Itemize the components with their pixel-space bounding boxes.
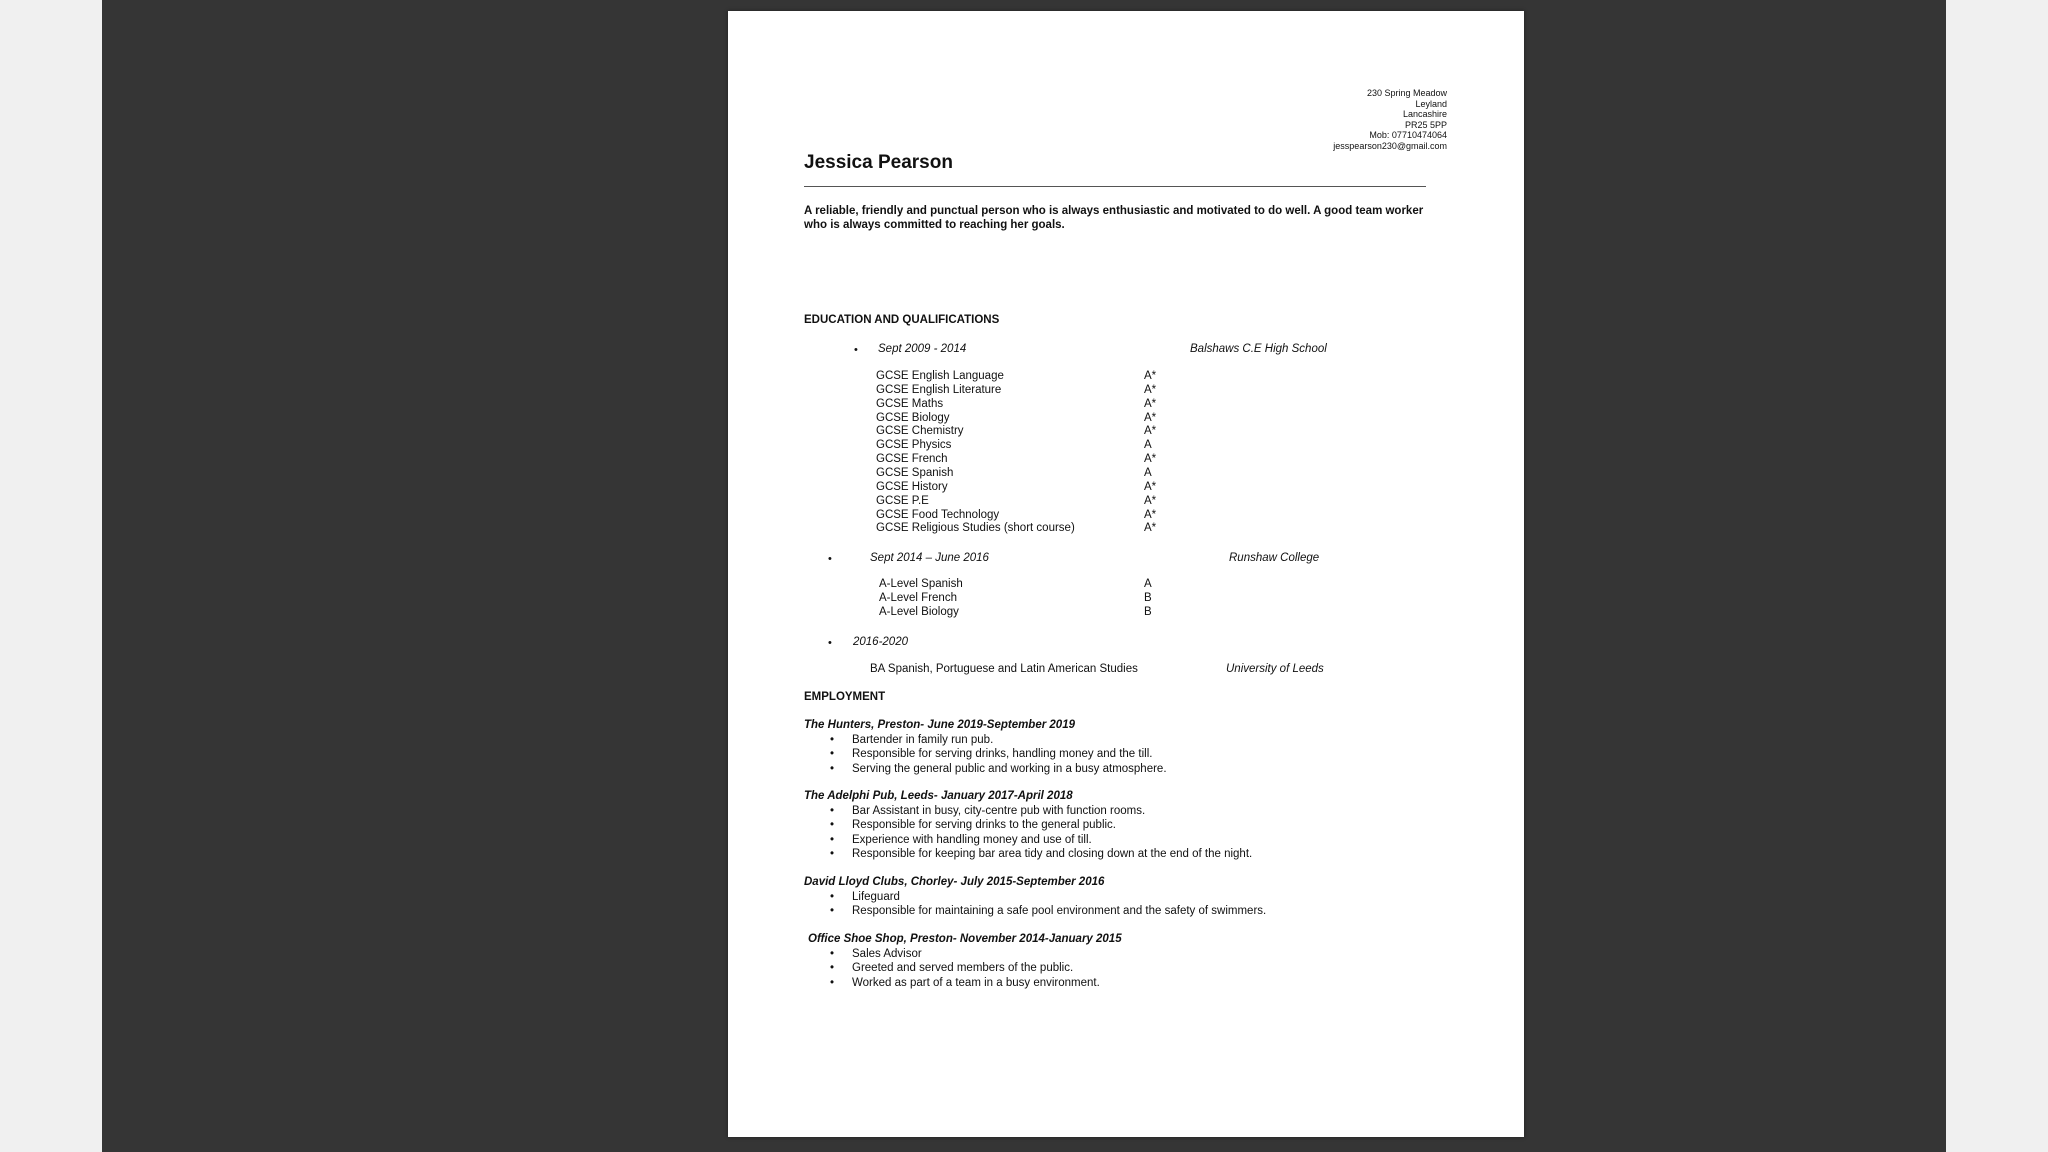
subject-grade: A* (1144, 397, 1157, 410)
subject-name: GCSE Food Technology (876, 508, 1000, 521)
subject-name: GCSE Physics (876, 439, 952, 452)
bullet: • (828, 637, 832, 649)
list-item (830, 961, 1100, 975)
education-heading: EDUCATION AND QUALIFICATIONS (804, 314, 1000, 326)
subject-name: GCSE Religious Studies (short course) (876, 522, 1075, 535)
subject-grade: A* (1144, 425, 1157, 438)
subject-grade: A* (1144, 522, 1157, 535)
job-duties (830, 804, 1253, 862)
subject-grade: A* (1144, 508, 1157, 521)
list-item (830, 747, 1167, 761)
subject-name: GCSE English Language (876, 370, 1004, 382)
subject-grade: A (1144, 578, 1152, 590)
duty-text: Worked as part of a team in a busy environment. (852, 976, 1100, 989)
subject-grade: B (1144, 591, 1152, 604)
bullet: • (830, 905, 835, 918)
bullet: • (830, 734, 835, 746)
bullet: • (830, 976, 835, 989)
duty-text: Serving the general public and working in a busy atmosphere. (852, 762, 1167, 775)
job-duties (830, 947, 1100, 990)
address-line: Leyland (1415, 98, 1447, 109)
subject-name: GCSE Spanish (876, 466, 954, 479)
duty-text: Responsible for maintaining a safe pool environment and the safety of swimmers. (852, 905, 1267, 918)
subject-name: A-Level French (879, 591, 957, 604)
university-name: University of Leeds (1226, 663, 1324, 675)
duty-text: Responsible for keeping bar area tidy and closing down at the end of the night. (852, 848, 1253, 861)
list-item (830, 833, 1252, 847)
school-dates: Sept 2009 - 2014 (878, 343, 967, 355)
duty-text: Responsible for serving drinks to the general public. (852, 819, 1117, 832)
subject-name: A-Level Spanish (879, 578, 963, 590)
list-item (830, 947, 1100, 961)
job-title: David Lloyd Clubs, Chorley- July 2015-September 2016 (804, 876, 1105, 888)
bullet: • (830, 891, 835, 903)
subject-grade: A* (1144, 480, 1157, 493)
duty-text: Bar Assistant in busy, city-centre pub with function rooms. (852, 805, 1146, 817)
email-address: jesspearson230@gmail.com (1333, 140, 1447, 151)
subject-grade: A (1144, 466, 1152, 479)
subject-grade: A* (1144, 411, 1157, 424)
bullet: • (830, 833, 835, 846)
header-divider (804, 186, 1426, 187)
duty-text: Sales Advisor (852, 948, 922, 960)
bullet: • (830, 848, 835, 861)
list-item (830, 762, 1167, 776)
bullet: • (828, 553, 832, 565)
university-degree: BA Spanish, Portuguese and Latin American Studies (870, 663, 1138, 675)
job-title: The Adelphi Pub, Leeds- January 2017-April 2018 (804, 790, 1073, 802)
bullet: • (830, 819, 835, 832)
subject-name: GCSE Maths (876, 397, 944, 410)
subject-name: GCSE French (876, 453, 948, 466)
list-item (830, 890, 1266, 904)
candidate-name: Jessica Pearson (804, 152, 953, 173)
duty-text: Bartender in family run pub. (852, 734, 994, 746)
contact-address-block (1333, 88, 1447, 151)
address-postcode: PR25 5PP (1404, 119, 1447, 130)
subject-name: GCSE Biology (876, 411, 950, 424)
job-duties (830, 890, 1267, 919)
personal-summary: A reliable, friendly and punctual person who is always enthusiastic and motivated to do well. A good team worker who is always committed to reaching her goals. (804, 205, 1424, 231)
bullet: • (830, 962, 835, 975)
list-item (830, 818, 1252, 832)
list-item (830, 976, 1100, 990)
bullet: • (854, 344, 858, 356)
bullet: • (830, 748, 835, 761)
job-duties (830, 733, 1167, 776)
list-item (830, 904, 1267, 918)
bullet: • (830, 762, 835, 775)
duty-text: Experience with handling money and use of till. (852, 833, 1092, 846)
university-dates: 2016-2020 (853, 636, 908, 648)
subject-grade: A (1144, 439, 1152, 452)
job-title: Office Shoe Shop, Preston- November 2014-January 2015 (808, 933, 1122, 945)
bullet: • (830, 948, 835, 960)
subject-grade: A* (1144, 453, 1157, 466)
job-title: The Hunters, Preston- June 2019-September 2019 (804, 719, 1075, 731)
subject-name: GCSE History (876, 480, 948, 493)
college-name: Runshaw College (1229, 552, 1320, 564)
duty-text: Greeted and served members of the public. (852, 962, 1074, 975)
subject-grade: B (1144, 605, 1152, 618)
employment-heading: EMPLOYMENT (804, 691, 886, 703)
subject-name: GCSE P.E (876, 494, 929, 507)
duty-text: Lifeguard (852, 891, 900, 903)
subject-grade: A* (1144, 370, 1157, 382)
address-line: Lancashire (1402, 109, 1447, 119)
mobile-number: Mob: 07710474064 (1369, 130, 1447, 140)
document-viewer (102, 0, 1946, 1152)
subject-grade: A* (1144, 383, 1157, 396)
college-dates: Sept 2014 – June 2016 (870, 552, 989, 564)
cv-page (728, 11, 1524, 1137)
school-name: Balshaws C.E High School (1190, 343, 1327, 355)
list-item (830, 847, 1253, 861)
subject-name: A-Level Biology (879, 605, 959, 618)
bullet: • (830, 805, 835, 817)
duty-text: Responsible for serving drinks, handling money and the till. (852, 748, 1153, 761)
address-line: 230 Spring Meadow (1366, 88, 1447, 98)
subject-name: GCSE Chemistry (876, 425, 964, 438)
list-item (830, 733, 1167, 747)
subject-grade: A* (1144, 494, 1157, 507)
list-item (830, 804, 1252, 818)
subject-name: GCSE English Literature (876, 383, 1002, 396)
